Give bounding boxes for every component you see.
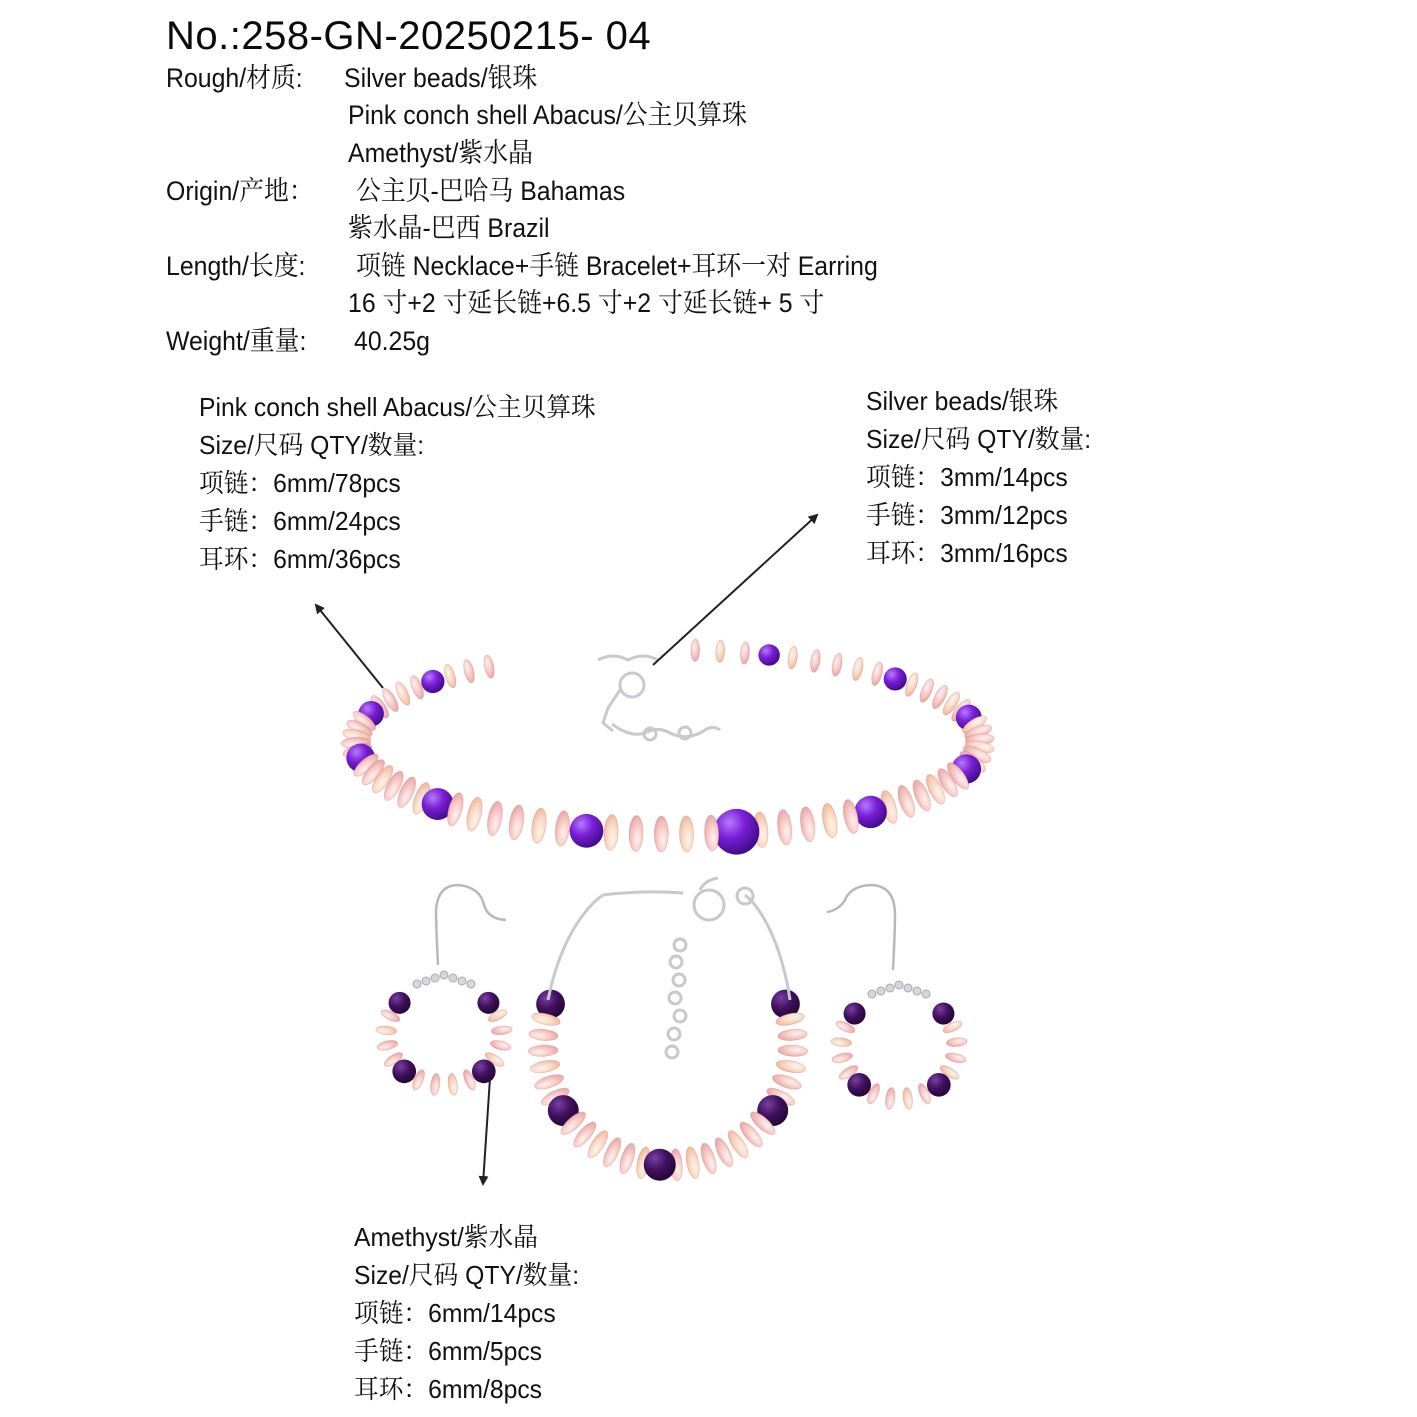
rough-item-conch: Pink conch shell Abacus/公主贝算珠 (348, 100, 747, 130)
callout-earring: 耳环：3mm/16pcs (866, 538, 1068, 568)
callout-title: Amethyst/紫水晶 (354, 1222, 538, 1252)
callout-size-qty: Size/尺码 QTY/数量: (354, 1260, 580, 1290)
earring-right-image (830, 981, 967, 1110)
callout-bracelet: 手链：6mm/24pcs (199, 506, 401, 536)
length-items: 项链 Necklace+手链 Bracelet+耳环一对 Earring (356, 251, 878, 281)
necklace-image (341, 639, 995, 855)
arrow-silver-beads (653, 515, 817, 665)
bracelet-chain (548, 878, 790, 1058)
callout-necklace: 项链：6mm/78pcs (199, 468, 401, 498)
origin-amethyst: 紫水晶-巴西 Brazil (348, 213, 550, 243)
origin-conch: 公主贝-巴哈马 Bahamas (356, 176, 626, 206)
callout-earring: 耳环：6mm/8pcs (354, 1374, 543, 1404)
length-values: 16 寸+2 寸延长链+6.5 寸+2 寸延长链+ 5 寸 (348, 288, 825, 318)
rough-item-amethyst: Amethyst/紫水晶 (348, 138, 533, 168)
callout-bracelet: 手链：6mm/5pcs (354, 1336, 543, 1366)
arrow-amethyst (483, 1078, 490, 1184)
rough-item-silver: Silver beads/银珠 (344, 63, 538, 93)
callout-earring: 耳环：6mm/36pcs (199, 544, 401, 574)
weight-label: Weight/重量: (166, 326, 307, 356)
earring-hooks (436, 885, 895, 970)
bracelet-image (528, 990, 808, 1182)
length-label: Length/长度: (166, 251, 306, 281)
callout-title: Silver beads/银珠 (866, 386, 1059, 416)
callout-title: Pink conch shell Abacus/公主贝算珠 (199, 392, 596, 422)
origin-label: Origin/产地： (166, 176, 314, 206)
product-number: No.:258-GN-20250215- 04 (166, 14, 652, 58)
callout-size-qty: Size/尺码 QTY/数量: (866, 424, 1092, 454)
necklace-clasp (598, 656, 720, 740)
callout-necklace: 项链：3mm/14pcs (866, 462, 1068, 492)
weight-value: 40.25g (354, 326, 430, 356)
callout-necklace: 项链：6mm/14pcs (354, 1298, 556, 1328)
earring-left-image (375, 971, 512, 1096)
arrow-pink-conch (316, 605, 383, 688)
rough-label: Rough/材质: (166, 63, 303, 93)
callout-bracelet: 手链：3mm/12pcs (866, 500, 1068, 530)
callout-size-qty: Size/尺码 QTY/数量: (199, 430, 425, 460)
